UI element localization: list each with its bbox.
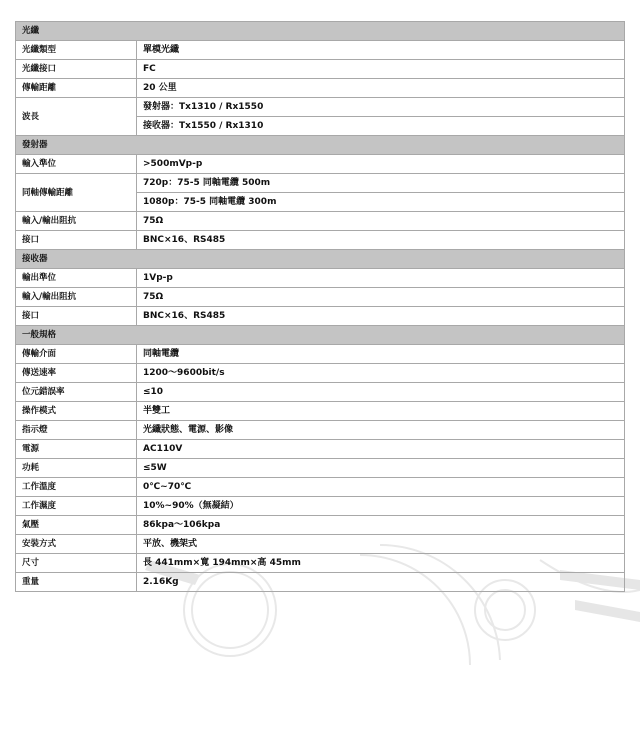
- section-title: 發射器: [16, 136, 625, 155]
- spec-value: ≤10: [137, 383, 625, 402]
- spec-label: 輸入/輸出阻抗: [16, 288, 137, 307]
- spec-label: 接口: [16, 231, 137, 250]
- spec-value: 1Vp-p: [137, 269, 625, 288]
- spec-value: 1080p：75-5 同軸電纜 300m: [137, 193, 625, 212]
- spec-label: 工作溫度: [16, 478, 137, 497]
- spec-row: [16, 421, 625, 440]
- spec-label: 操作模式: [16, 402, 137, 421]
- spec-value: 半雙工: [137, 402, 625, 421]
- spec-row: [16, 478, 625, 497]
- spec-row: [16, 155, 625, 174]
- spec-row: [16, 516, 625, 535]
- section-title: 接收器: [16, 250, 625, 269]
- spec-label: 功耗: [16, 459, 137, 478]
- specification-table: [15, 21, 625, 592]
- section-header: [16, 250, 625, 269]
- spec-label: 傳輸介面: [16, 345, 137, 364]
- spec-label: 指示燈: [16, 421, 137, 440]
- spec-value: 長 441mm×寬 194mm×高 45mm: [137, 554, 625, 573]
- spec-label: 波長: [16, 98, 137, 136]
- spec-label: 電源: [16, 440, 137, 459]
- spec-label: 重量: [16, 573, 137, 592]
- spec-value: BNC×16、RS485: [137, 307, 625, 326]
- spec-value: 光纖狀態、電源、影像: [137, 421, 625, 440]
- spec-row: [16, 41, 625, 60]
- spec-value: 平放、機架式: [137, 535, 625, 554]
- spec-value: 2.16Kg: [137, 573, 625, 592]
- spec-label: 輸入準位: [16, 155, 137, 174]
- spec-label: 接口: [16, 307, 137, 326]
- spec-row: [16, 497, 625, 516]
- spec-label: 位元錯誤率: [16, 383, 137, 402]
- spec-row: [16, 79, 625, 98]
- spec-row: [16, 288, 625, 307]
- spec-row: [16, 307, 625, 326]
- spec-value: BNC×16、RS485: [137, 231, 625, 250]
- spec-label: 氣壓: [16, 516, 137, 535]
- section-header: [16, 136, 625, 155]
- spec-row: [16, 459, 625, 478]
- spec-row: [16, 174, 625, 193]
- spec-value: 同軸電纜: [137, 345, 625, 364]
- spec-label: 安裝方式: [16, 535, 137, 554]
- spec-row: [16, 554, 625, 573]
- spec-label: 傳輸距離: [16, 79, 137, 98]
- spec-value: 75Ω: [137, 212, 625, 231]
- spec-value: 0℃~70℃: [137, 478, 625, 497]
- spec-row: [16, 212, 625, 231]
- section-title: 光纖: [16, 22, 625, 41]
- spec-value: 接收器：Tx1550 / Rx1310: [137, 117, 625, 136]
- spec-label: 工作濕度: [16, 497, 137, 516]
- spec-label: 輸入/輸出阻抗: [16, 212, 137, 231]
- spec-value: AC110V: [137, 440, 625, 459]
- spec-label: 同軸傳輸距離: [16, 174, 137, 212]
- spec-row: [16, 231, 625, 250]
- spec-value: 單模光纖: [137, 41, 625, 60]
- spec-value: 720p：75-5 同軸電纜 500m: [137, 174, 625, 193]
- spec-value: >500mVp-p: [137, 155, 625, 174]
- section-header: [16, 326, 625, 345]
- spec-value: 75Ω: [137, 288, 625, 307]
- spec-row: [16, 573, 625, 592]
- spec-label: 傳送速率: [16, 364, 137, 383]
- spec-label: 光纖接口: [16, 60, 137, 79]
- spec-value: 10%~90%（無凝結）: [137, 497, 625, 516]
- spec-label: 輸出準位: [16, 269, 137, 288]
- spec-label: 光纖類型: [16, 41, 137, 60]
- spec-row: [16, 269, 625, 288]
- spec-value: FC: [137, 60, 625, 79]
- section-title: 一般規格: [16, 326, 625, 345]
- spec-value: 1200～9600bit/s: [137, 364, 625, 383]
- spec-value: 86kpa～106kpa: [137, 516, 625, 535]
- spec-value: ≤5W: [137, 459, 625, 478]
- spec-row: [16, 383, 625, 402]
- spec-row: [16, 98, 625, 117]
- spec-row: [16, 440, 625, 459]
- spec-value: 發射器：Tx1310 / Rx1550: [137, 98, 625, 117]
- spec-row: [16, 345, 625, 364]
- section-header: [16, 22, 625, 41]
- spec-row: [16, 60, 625, 79]
- spec-label: 尺寸: [16, 554, 137, 573]
- spec-row: [16, 402, 625, 421]
- spec-row: [16, 364, 625, 383]
- spec-row: [16, 535, 625, 554]
- spec-value: 20 公里: [137, 79, 625, 98]
